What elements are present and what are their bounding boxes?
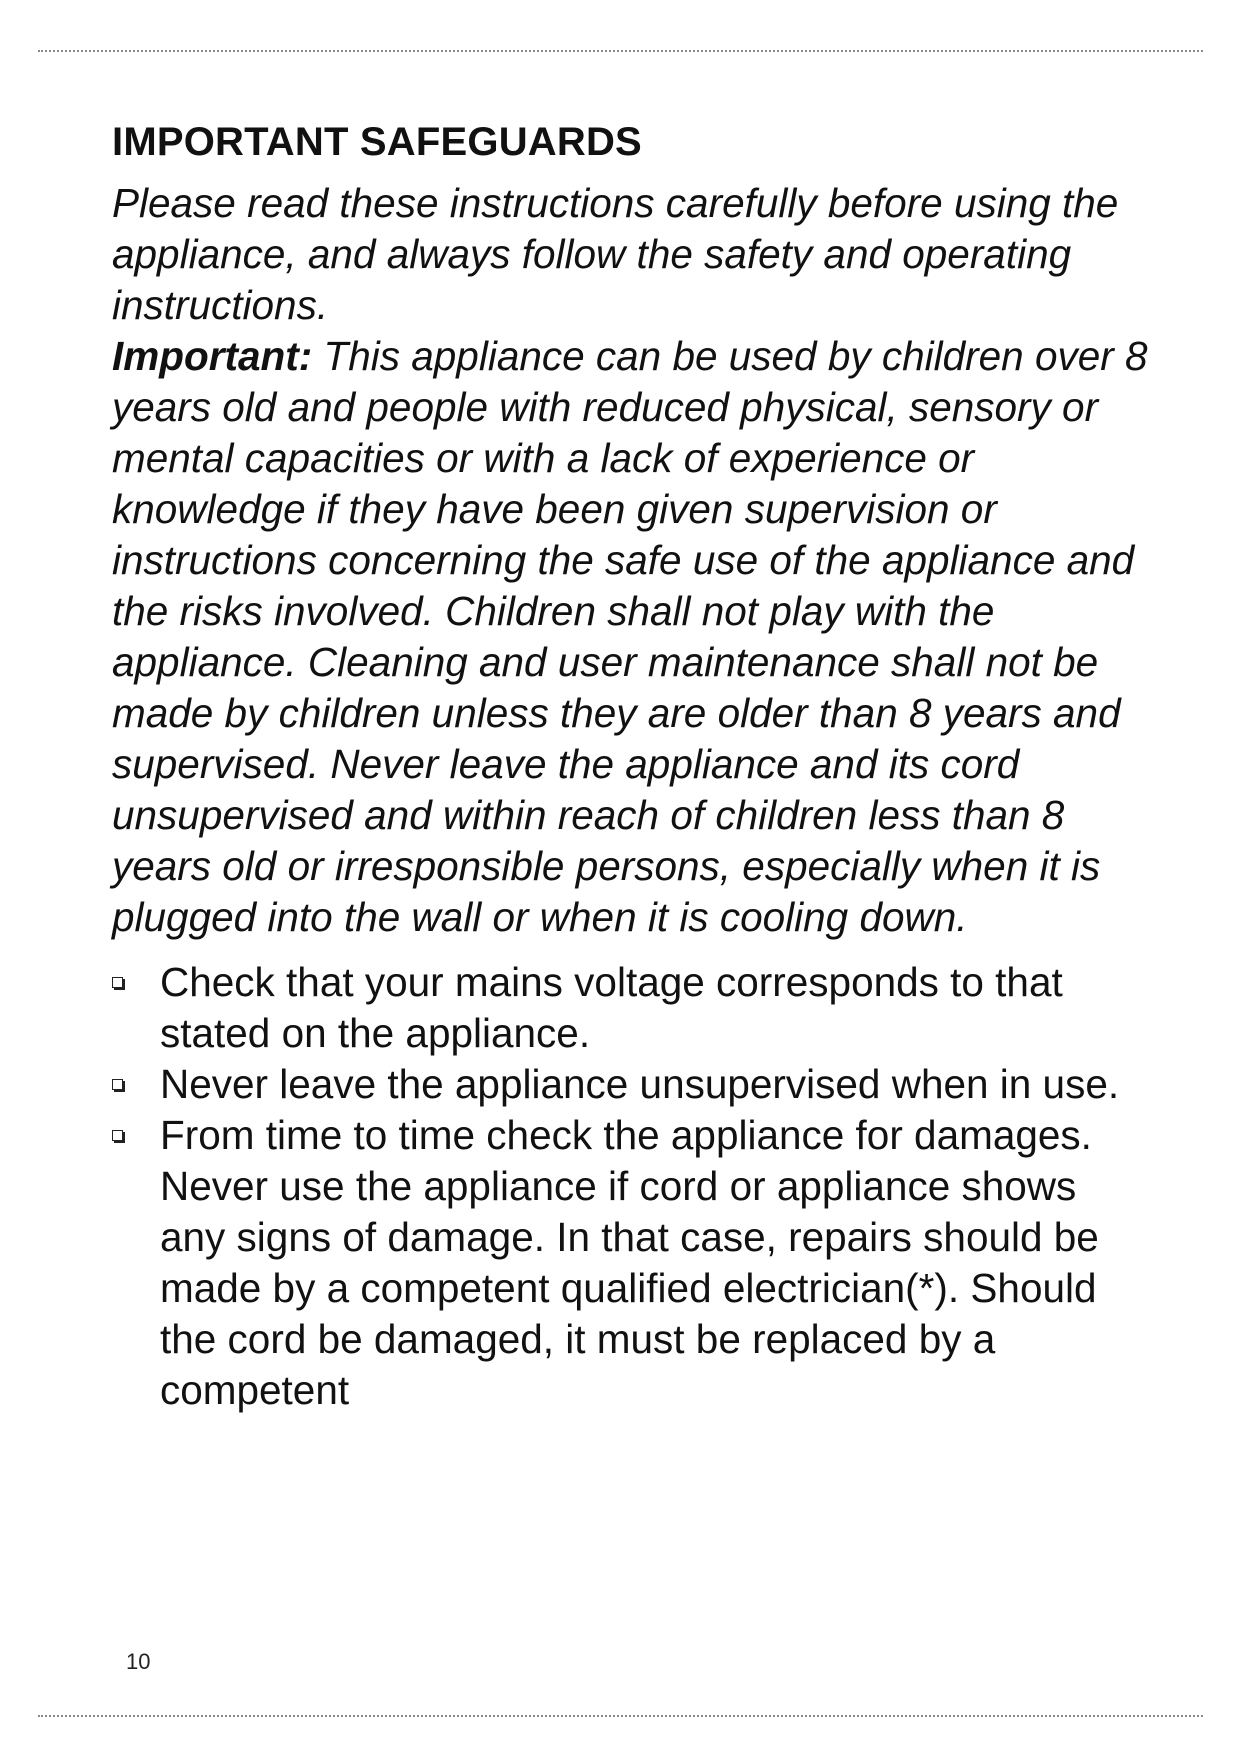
top-dotted-rule	[38, 50, 1203, 52]
safeguards-list	[112, 957, 1152, 1416]
checkbox-square-icon	[112, 1079, 123, 1090]
checkbox-square-icon	[112, 1130, 123, 1141]
list-item-text: Never leave the appliance unsupervised when in use.	[160, 1061, 1120, 1107]
important-text: This appliance can be used by children over 8 years old and people with reduced physical, sensory or mental capacities or with a lack of experience or knowledge if they have been given supervision or instructions concerning the safe use of the appliance and the risks involved. Children shall not play with the appliance. Cleaning and user maintenance shall not be made by children unless they are older than 8 years and supervised. Never leave the appliance and its cord unsupervised and within reach of children less than 8 years old or irresponsible persons, especially when it is plugged into the wall or when it is cooling down.	[112, 333, 1148, 940]
page-title: IMPORTANT SAFEGUARDS	[112, 120, 642, 164]
list-item	[112, 1110, 1152, 1416]
intro-paragraph: Please read these instructions carefully before using the appliance, and always follow the safety and operating instructions.	[112, 180, 1119, 328]
bottom-dotted-rule	[38, 1715, 1203, 1717]
list-item-text: Check that your mains voltage corresponds to that stated on the appliance.	[160, 959, 1063, 1056]
checkbox-square-icon	[112, 977, 123, 988]
page-number: 10	[126, 1649, 151, 1674]
list-item	[112, 1059, 1152, 1110]
important-paragraph	[112, 331, 1152, 943]
list-item	[112, 957, 1152, 1059]
list-item-text: From time to time check the appliance for damages. Never use the appliance if cord or appliance shows any signs of damage. In that case, repairs should be made by a competent qualified electrician(*). Should the cord be damaged, it must be replaced by a competent	[160, 1112, 1099, 1413]
page-content	[112, 118, 1152, 1416]
important-label: Important:	[112, 333, 313, 379]
